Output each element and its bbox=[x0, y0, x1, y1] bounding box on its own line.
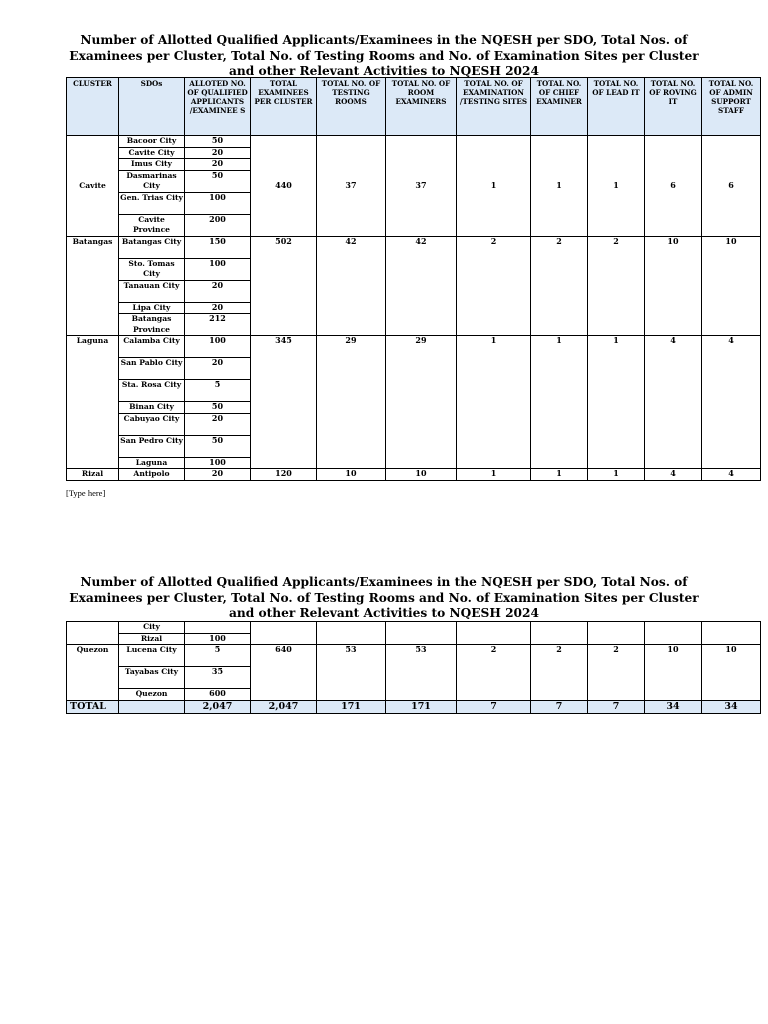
col-header-exam-sites: TOTAL NO. OF EXAMINATION /TESTING SITES bbox=[457, 78, 531, 136]
sdo-name: Binan City bbox=[119, 402, 185, 414]
empty-cell bbox=[251, 622, 317, 645]
cluster-admin-staff: 10 bbox=[702, 645, 761, 701]
title-line: Number of Allotted Qualified Applicants/Examinees in the NQESH per SDO, Total Nos. of bbox=[80, 575, 688, 589]
total-label: TOTAL bbox=[67, 700, 119, 713]
cluster-testing-rooms: 53 bbox=[317, 645, 386, 701]
header-placeholder-text: [Type here] bbox=[66, 488, 106, 498]
total-admin-staff: 34 bbox=[702, 700, 761, 713]
sdo-allotted: 5 bbox=[185, 645, 251, 667]
cluster-chief-examiner: 1 bbox=[531, 469, 588, 481]
sdo-name: Cavite Province bbox=[119, 214, 185, 236]
cluster-room-examiners: 10 bbox=[386, 469, 457, 481]
cluster-exam-sites: 1 bbox=[457, 336, 531, 469]
empty-cell bbox=[702, 622, 761, 645]
sdo-allotted: 5 bbox=[185, 380, 251, 402]
empty-cell bbox=[317, 622, 386, 645]
header-row bbox=[67, 78, 761, 136]
sdo-allotted: 50 bbox=[185, 170, 251, 192]
sdo-allotted: 100 bbox=[185, 633, 251, 645]
cluster-roving-it: 10 bbox=[645, 645, 702, 701]
cluster-admin-staff: 4 bbox=[702, 336, 761, 469]
cluster-name-empty bbox=[67, 622, 119, 645]
col-header-roving-it: TOTAL NO. OF ROVING IT bbox=[645, 78, 702, 136]
cluster-name: Laguna bbox=[67, 336, 119, 469]
sdo-name: Antipolo bbox=[119, 469, 185, 481]
total-roving-it: 34 bbox=[645, 700, 702, 713]
cluster-exam-sites: 1 bbox=[457, 136, 531, 237]
sdo-name: Sto. Tomas City bbox=[119, 258, 185, 280]
sdo-name: Lipa City bbox=[119, 302, 185, 314]
sdo-allotted: 600 bbox=[185, 689, 251, 701]
sdo-name: Gen. Trias City bbox=[119, 192, 185, 214]
total-alloted: 2,047 bbox=[185, 700, 251, 713]
sdo-allotted: 20 bbox=[185, 413, 251, 435]
cluster-name: Batangas bbox=[67, 236, 119, 336]
sdo-allotted: 35 bbox=[185, 667, 251, 689]
col-header-admin-staff: TOTAL NO. OF ADMIN SUPPORT STAFF bbox=[702, 78, 761, 136]
cluster-total-examinees: 502 bbox=[251, 236, 317, 336]
table-row bbox=[67, 622, 761, 634]
cluster-lead-it: 1 bbox=[588, 336, 645, 469]
sdo-allotted: 50 bbox=[185, 402, 251, 414]
cluster-chief-examiner: 1 bbox=[531, 136, 588, 237]
title-line: Examinees per Cluster, Total No. of Testing Rooms and No. of Examination Sites per Cluster bbox=[69, 48, 699, 63]
cluster-name: Rizal bbox=[67, 469, 119, 481]
table-row bbox=[67, 469, 761, 481]
sdo-allotted: 20 bbox=[185, 280, 251, 302]
cluster-chief-examiner: 1 bbox=[531, 336, 588, 469]
sdo-allotted bbox=[185, 622, 251, 634]
sdo-allotted: 100 bbox=[185, 457, 251, 469]
title-line: and other Relevant Activities to NQESH 2024 bbox=[228, 64, 540, 78]
cluster-roving-it: 10 bbox=[645, 236, 702, 336]
sdo-name: Batangas City bbox=[119, 236, 185, 258]
sdo-allotted: 100 bbox=[185, 192, 251, 214]
page-title-2 bbox=[0, 575, 768, 622]
nqesh-table-1 bbox=[66, 77, 761, 481]
empty-cell bbox=[386, 622, 457, 645]
total-room-examiners: 171 bbox=[386, 700, 457, 713]
cluster-admin-staff: 10 bbox=[702, 236, 761, 336]
total-chief-examiner: 7 bbox=[531, 700, 588, 713]
cluster-room-examiners: 37 bbox=[386, 136, 457, 237]
sdo-name: Tanauan City bbox=[119, 280, 185, 302]
cluster-total-examinees: 345 bbox=[251, 336, 317, 469]
total-row bbox=[67, 700, 761, 713]
table-row bbox=[67, 236, 761, 258]
cluster-admin-staff: 6 bbox=[702, 136, 761, 237]
col-header-chief-examiner: TOTAL NO. OF CHIEF EXAMINER bbox=[531, 78, 588, 136]
sdo-allotted: 100 bbox=[185, 258, 251, 280]
cluster-testing-rooms: 42 bbox=[317, 236, 386, 336]
sdo-name: Cabuyao City bbox=[119, 413, 185, 435]
empty-cell bbox=[457, 622, 531, 645]
title-line: and other Relevant Activities to NQESH 2024 bbox=[228, 606, 540, 620]
cluster-testing-rooms: 37 bbox=[317, 136, 386, 237]
sdo-allotted: 50 bbox=[185, 435, 251, 457]
total-examinees: 2,047 bbox=[251, 700, 317, 713]
title-line: Examinees per Cluster, Total No. of Testing Rooms and No. of Examination Sites per Cluster bbox=[69, 590, 699, 605]
cluster-admin-staff: 4 bbox=[702, 469, 761, 481]
sdo-name: Imus City bbox=[119, 159, 185, 171]
cluster-lead-it: 1 bbox=[588, 136, 645, 237]
sdo-allotted: 200 bbox=[185, 214, 251, 236]
sdo-name: San Pedro City bbox=[119, 435, 185, 457]
col-header-cluster: CLUSTER bbox=[67, 78, 119, 136]
cluster-total-examinees: 120 bbox=[251, 469, 317, 481]
cluster-exam-sites: 1 bbox=[457, 469, 531, 481]
sdo-name: Calamba City bbox=[119, 336, 185, 358]
sdo-allotted: 20 bbox=[185, 147, 251, 159]
sdo-allotted: 150 bbox=[185, 236, 251, 258]
sdo-name: Sta. Rosa City bbox=[119, 380, 185, 402]
cluster-lead-it: 2 bbox=[588, 236, 645, 336]
sdo-name: Lucena City bbox=[119, 645, 185, 667]
col-header-lead-it: TOTAL NO. OF LEAD IT bbox=[588, 78, 645, 136]
cluster-chief-examiner: 2 bbox=[531, 645, 588, 701]
col-header-alloted: ALLOTED NO. OF QUALIFIED APPLICANTS /EXAMINEE S bbox=[185, 78, 251, 136]
cluster-lead-it: 2 bbox=[588, 645, 645, 701]
sdo-allotted: 20 bbox=[185, 469, 251, 481]
col-header-sdos: SDOs bbox=[119, 78, 185, 136]
empty-cell bbox=[531, 622, 588, 645]
sdo-name: Laguna bbox=[119, 457, 185, 469]
cluster-roving-it: 4 bbox=[645, 469, 702, 481]
total-lead-it: 7 bbox=[588, 700, 645, 713]
cluster-room-examiners: 53 bbox=[386, 645, 457, 701]
page-title-1 bbox=[0, 33, 768, 80]
cluster-name: Cavite bbox=[67, 136, 119, 237]
cluster-name: Quezon bbox=[67, 645, 119, 701]
cluster-chief-examiner: 2 bbox=[531, 236, 588, 336]
cluster-room-examiners: 29 bbox=[386, 336, 457, 469]
sdo-name: Batangas Province bbox=[119, 314, 185, 336]
sdo-name: Tayabas City bbox=[119, 667, 185, 689]
cluster-exam-sites: 2 bbox=[457, 236, 531, 336]
cluster-total-examinees: 440 bbox=[251, 136, 317, 237]
sdo-name: Cavite City bbox=[119, 147, 185, 159]
sdo-name: Quezon bbox=[119, 689, 185, 701]
sdo-name: Dasmarinas City bbox=[119, 170, 185, 192]
sdo-name: Bacoor City bbox=[119, 136, 185, 148]
cluster-testing-rooms: 10 bbox=[317, 469, 386, 481]
sdo-allotted: 20 bbox=[185, 302, 251, 314]
sdo-allotted: 212 bbox=[185, 314, 251, 336]
cluster-testing-rooms: 29 bbox=[317, 336, 386, 469]
cluster-total-examinees: 640 bbox=[251, 645, 317, 701]
sdo-allotted: 20 bbox=[185, 358, 251, 380]
total-testing-rooms: 171 bbox=[317, 700, 386, 713]
empty-cell bbox=[645, 622, 702, 645]
cluster-room-examiners: 42 bbox=[386, 236, 457, 336]
sdo-name: City bbox=[119, 622, 185, 634]
col-header-testing-rooms: TOTAL NO. OF TESTING ROOMS bbox=[317, 78, 386, 136]
sdo-allotted: 100 bbox=[185, 336, 251, 358]
table-row bbox=[67, 136, 761, 148]
cluster-lead-it: 1 bbox=[588, 469, 645, 481]
empty-cell bbox=[119, 700, 185, 713]
sdo-name: San Pablo City bbox=[119, 358, 185, 380]
title-line: Number of Allotted Qualified Applicants/Examinees in the NQESH per SDO, Total Nos. of bbox=[80, 33, 688, 47]
table-row bbox=[67, 645, 761, 667]
nqesh-table-2 bbox=[66, 621, 761, 714]
empty-cell bbox=[588, 622, 645, 645]
cluster-exam-sites: 2 bbox=[457, 645, 531, 701]
table-row bbox=[67, 336, 761, 358]
total-exam-sites: 7 bbox=[457, 700, 531, 713]
col-header-total-examinees: TOTAL EXAMINEES PER CLUSTER bbox=[251, 78, 317, 136]
sdo-allotted: 50 bbox=[185, 136, 251, 148]
cluster-roving-it: 4 bbox=[645, 336, 702, 469]
sdo-name: Rizal bbox=[119, 633, 185, 645]
col-header-room-examiners: TOTAL NO. OF ROOM EXAMINERS bbox=[386, 78, 457, 136]
cluster-roving-it: 6 bbox=[645, 136, 702, 237]
sdo-allotted: 20 bbox=[185, 159, 251, 171]
